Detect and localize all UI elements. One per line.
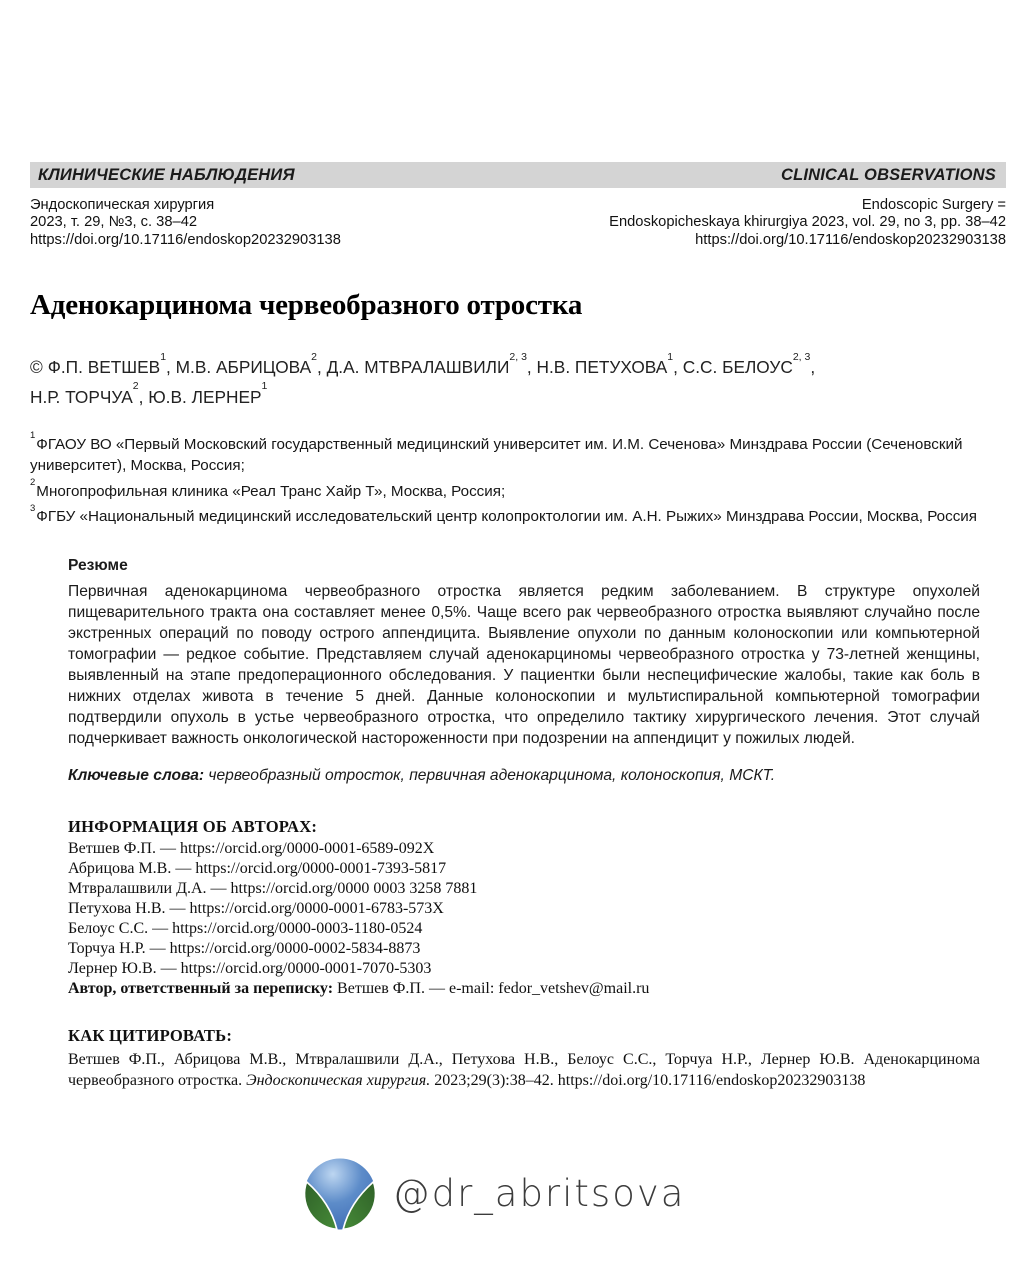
sphere-leaf-logo-icon	[303, 1157, 377, 1231]
affiliation-ref: 2	[311, 350, 317, 363]
authors-line-2	[30, 380, 1006, 410]
citation-section	[68, 1025, 980, 1091]
author-name: Ф.П. ВЕТШЕВ$^1$,	[47, 350, 176, 377]
corresponding-label: Автор, ответственный за переписку:	[68, 979, 334, 997]
journal-doi-ru: https://doi.org/10.17116/endoskop20232903138	[30, 231, 341, 248]
abstract-section	[68, 555, 980, 786]
orcid-line: Мтвралашвили Д.А. — https://orcid.org/0000 0003 3258 7881	[68, 880, 478, 898]
affiliation-line: $^2$Многопрофильная клиника «Реал Транс Хайр Т», Москва, Россия;	[30, 477, 506, 500]
author-name: С.С. БЕЛОУС$^{2, 3}$,	[682, 350, 816, 377]
abstract-text: Первичная аденокарцинома червеобразного отростка является редким заболеванием. В структуре опухолей пищеварительного тракта она составляет менее 0,5%. Чаще всего рак червеобразного отростка выявляют случайно после экстренных операций по поводу острого аппендицита. Выявление опухоли по данным колоноскопии или компьютерной томографии — редкое событие. Представляем случай аденокарциномы червеобразного отростка у 73-летней женщины, выявленный на этапе предоперационного обследования. У пациентки были неспецифические жалобы, такие как боль в нижних отделах живота в течение 5 дней. Данные колоноскопии и мультиспиральной компьютерной томографии подтвердили опухоль в устье червеобразного отростка, что определило тактику хирургического лечения. Этот случай подчеркивает важность онкологической настороженности при подозрении на аппендицит у пожилых людей.	[68, 582, 980, 747]
affiliation-number: 1	[30, 430, 36, 442]
section-label-ru: КЛИНИЧЕСКИЕ НАБЛЮДЕНИЯ	[38, 165, 295, 184]
keywords-text: червеобразный отросток, первичная аденокарцинома, колоноскопия, МСКТ.	[204, 766, 776, 784]
author-name: Д.А. МТВРАЛАШВИЛИ$^{2, 3}$,	[326, 350, 537, 377]
journal-issue-en: Endoskopicheskaya khirurgiya 2023, vol. 29, no 3, pp. 38–42	[609, 214, 1006, 231]
affiliation-ref: 2, 3	[509, 350, 527, 363]
orcid-list	[68, 839, 980, 978]
affiliation-ref: 1	[261, 380, 268, 393]
corresponding-text: Ветшев Ф.П. — e-mail: fedor_vetshev@mail.ru	[333, 979, 650, 997]
authors-block	[30, 350, 1006, 410]
orcid-line: Петухова Н.В. — https://orcid.org/0000-0001-6783-573X	[68, 900, 444, 918]
keywords-label: Ключевые слова:	[68, 766, 205, 784]
article-title: Аденокарцинома червеобразного отростка	[30, 289, 583, 322]
journal-info	[30, 197, 1006, 249]
section-bar	[30, 162, 1006, 188]
author-name: Н.В. ПЕТУХОВА$^1$,	[536, 350, 683, 377]
abstract-heading: Резюме	[68, 556, 128, 574]
affiliation-ref: 2, 3	[792, 350, 811, 363]
affiliation-ref: 1	[667, 350, 674, 363]
journal-name-en: Endoscopic Surgery =	[861, 197, 1006, 213]
social-handle: @dr_abritsova	[392, 1172, 686, 1216]
affiliation-line: $^1$ФГАОУ ВО «Первый Московский государственный медицинский университет им. И.М. Сеченова» Минздрава России (Сеченовский университет), Москва, Россия;	[30, 430, 963, 475]
affiliation-ref: 2	[132, 380, 139, 393]
author-name: М.В. АБРИЦОВА$^2$,	[175, 350, 327, 377]
citation-text: Ветшев Ф.П., Абрицова М.В., Мтвралашвили Д.А., Петухова Н.В., Белоус С.С., Торчуа Н.Р., Лернер Ю.В. Аденокарцинома червеобразного отростка. Эндоскопическая хирургия. 2023;29(3):38–42. https://doi.org/10.17116/endoskop20232903138	[68, 1050, 980, 1089]
journal-info-right	[609, 197, 1006, 249]
author-name: Ю.В. ЛЕРНЕР$^1$	[148, 380, 268, 407]
copyright-sign: ©	[30, 356, 43, 377]
journal-info-left	[30, 197, 341, 249]
affiliation-ref: 1	[160, 350, 167, 363]
corresponding-author-line	[68, 979, 980, 999]
affiliations-block	[30, 430, 988, 528]
keywords-line	[68, 765, 980, 786]
citation-heading: КАК ЦИТИРОВАТЬ:	[68, 1025, 233, 1045]
author-name: Н.Р. ТОРЧУА$^2$,	[30, 380, 149, 407]
orcid-line: Лернер Ю.В. — https://orcid.org/0000-0001-7070-5303	[68, 959, 432, 977]
footer-branding	[0, 1157, 1006, 1231]
affiliation-line: $^3$ФГБУ «Национальный медицинский исследовательский центр колопроктологии им. А.Н. Рыжих» Минздрава России, Москва, Россия	[30, 502, 978, 526]
orcid-line: Абрицова М.В. — https://orcid.org/0000-0001-7393-5817	[68, 860, 447, 878]
orcid-line: Ветшев Ф.П. — https://orcid.org/0000-0001-6589-092X	[68, 840, 435, 858]
journal-title-italic: Эндоскопическая хирургия.	[246, 1071, 431, 1089]
affiliation-number: 3	[30, 502, 36, 514]
orcid-line: Белоус С.С. — https://orcid.org/0000-0003-1180-0524	[68, 920, 423, 938]
journal-issue-ru: 2023, т. 29, №3, с. 38–42	[30, 214, 198, 231]
authors-list-row1	[47, 350, 816, 377]
journal-doi-en: https://doi.org/10.17116/endoskop20232903138	[695, 231, 1006, 248]
orcid-line: Торчуа Н.Р. — https://orcid.org/0000-0002-5834-8873	[68, 940, 421, 957]
affiliation-number: 2	[30, 477, 36, 489]
authors-info-heading: ИНФОРМАЦИЯ ОБ АВТОРАХ:	[68, 816, 318, 836]
journal-name-ru: Эндоскопическая хирургия	[30, 197, 215, 213]
section-label-en: CLINICAL OBSERVATIONS	[780, 165, 996, 184]
authors-info-section	[68, 817, 980, 999]
authors-list-row2	[30, 380, 268, 407]
authors-line-1	[30, 350, 1006, 380]
